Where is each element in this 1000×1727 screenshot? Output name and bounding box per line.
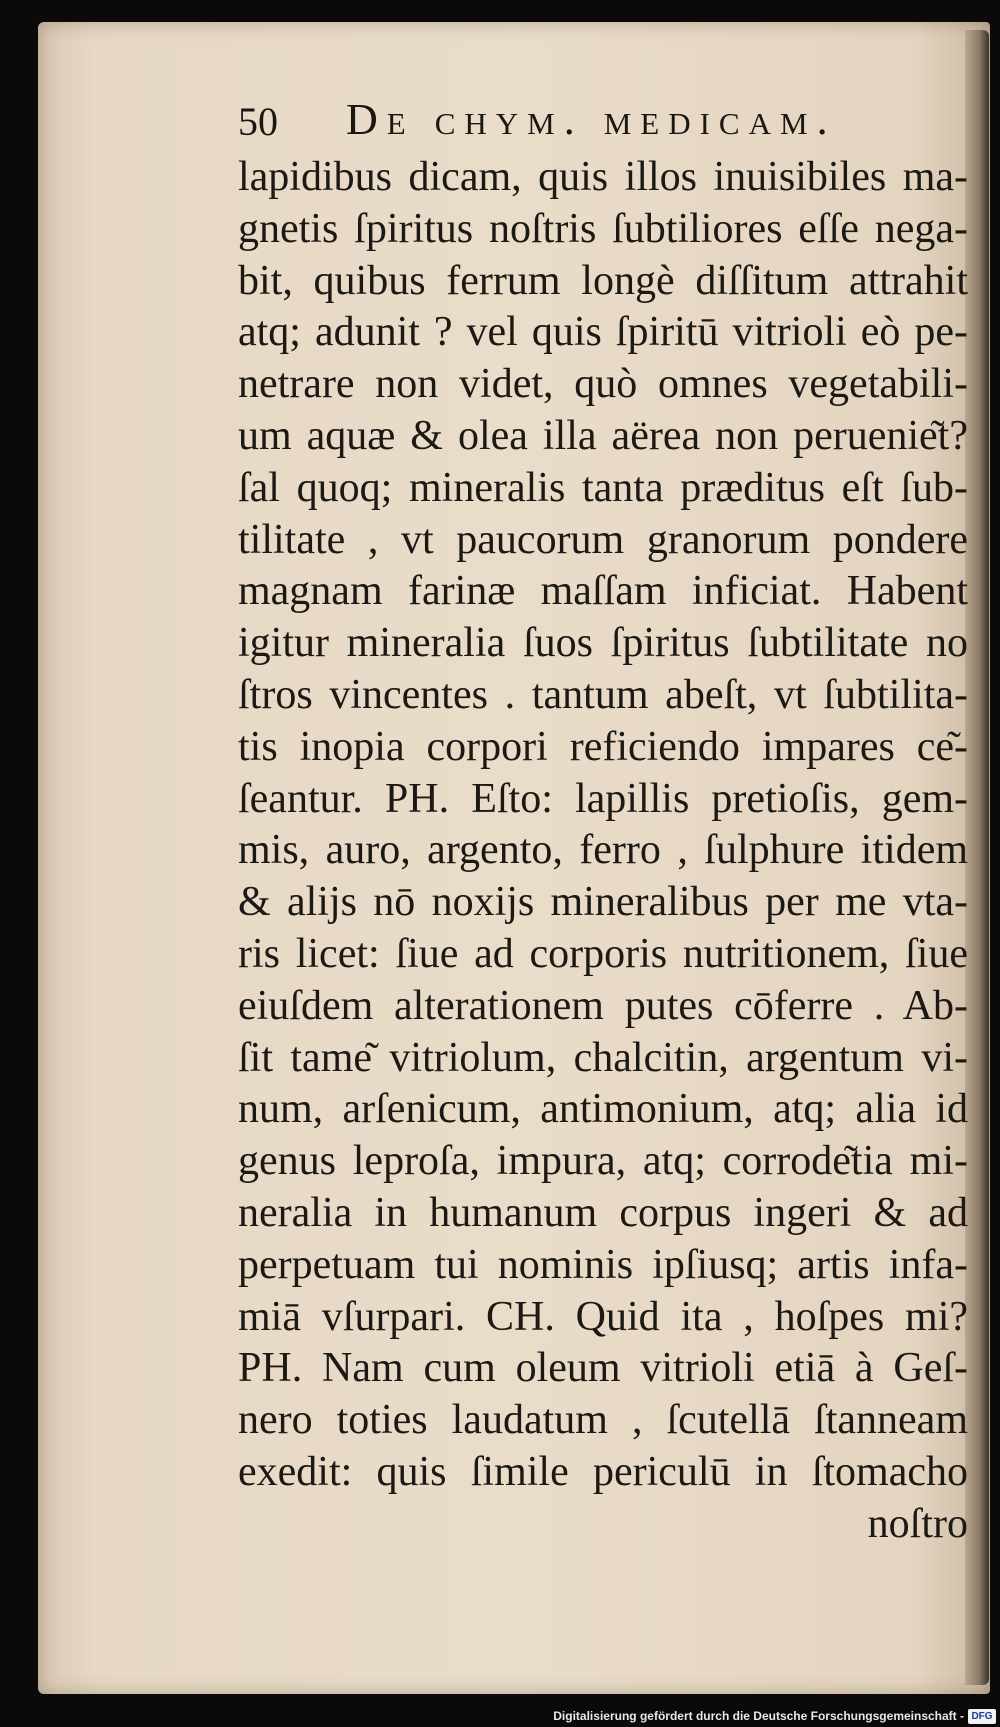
text-line: perpetuam tui nominis ipſiusq; artis infa- [238, 1241, 968, 1288]
dfg-logo-icon: DFG [968, 1709, 996, 1724]
text-line: atq; adunit ? vel quis ſpiritū vitrioli eò pe- [238, 309, 968, 356]
text-line: miā vſurpari. CH. Quid ita , hoſpes mi? [238, 1293, 968, 1340]
text-line: tilitate , vt paucorum granorum pondere [238, 516, 968, 563]
text-line: PH. Nam cum oleum vitrioli etiā à Geſ- [238, 1345, 968, 1392]
text-line: neralia in humanum corpus ingeri & ad [238, 1189, 968, 1236]
text-line: lapidibus dicam, quis illos inuisibiles ma- [238, 154, 968, 200]
text-line: gnetis ſpiritus noſtris ſubtiliores eſſe nega- [238, 205, 968, 252]
text-line: mis, auro, argento, ferro , ſulphure itidem [238, 827, 968, 874]
text-line: ſit tame͂ vitriolum, chalcitin, argentum vi- [238, 1034, 968, 1081]
page-header [238, 88, 938, 148]
footer-bar [0, 1708, 1000, 1727]
text-line: ſeantur. PH. Eſto: lapillis pretioſis, gem- [238, 775, 968, 822]
running-title: De chym. medicam. [346, 95, 837, 144]
text-line: nero toties laudatum , ſcutellā ſtanneam [238, 1397, 968, 1444]
text-line: tis inopia corpori reficiendo impares ce͂- [238, 723, 968, 770]
text-line: netrare non videt, quò omnes vegetabili- [238, 361, 968, 408]
digitization-credit: Digitalisierung gefördert durch die Deutsche Forschungsgemeinschaft - [553, 1709, 964, 1723]
text-line: genus leproſa, impura, atq; corrode͂tia mi- [238, 1138, 968, 1185]
text-line: exedit: quis ſimile periculū in ſtomacho [238, 1448, 968, 1495]
text-line: bit, quibus ferrum longè diſſitum attrahit [238, 257, 968, 304]
text-line: um aquæ & olea illa aërea non peruenie͂t? [238, 412, 968, 459]
text-line: num, arſenicum, antimonium, atq; alia id [238, 1086, 968, 1133]
catchword: noſtro [867, 1500, 968, 1547]
text-line: eiuſdem alterationem putes cōferre . Ab- [238, 982, 968, 1029]
text-line: magnam farinæ maſſam inficiat. Habent [238, 568, 968, 615]
text-line: ſal quoq; mineralis tanta præditus eſt ſub- [238, 464, 968, 511]
page-number: 50 [238, 99, 278, 144]
text-line: & alijs nō noxijs mineralibus per me vta- [238, 879, 968, 926]
text-line: ris licet: ſiue ad corporis nutritionem, ſiue [238, 930, 968, 977]
body-text [238, 152, 968, 1551]
page-edge [965, 30, 989, 1685]
text-line: ſtros vincentes . tantum abeſt, vt ſubtilita- [238, 671, 968, 718]
text-line: igitur mineralia ſuos ſpiritus ſubtilitate no [238, 620, 968, 667]
